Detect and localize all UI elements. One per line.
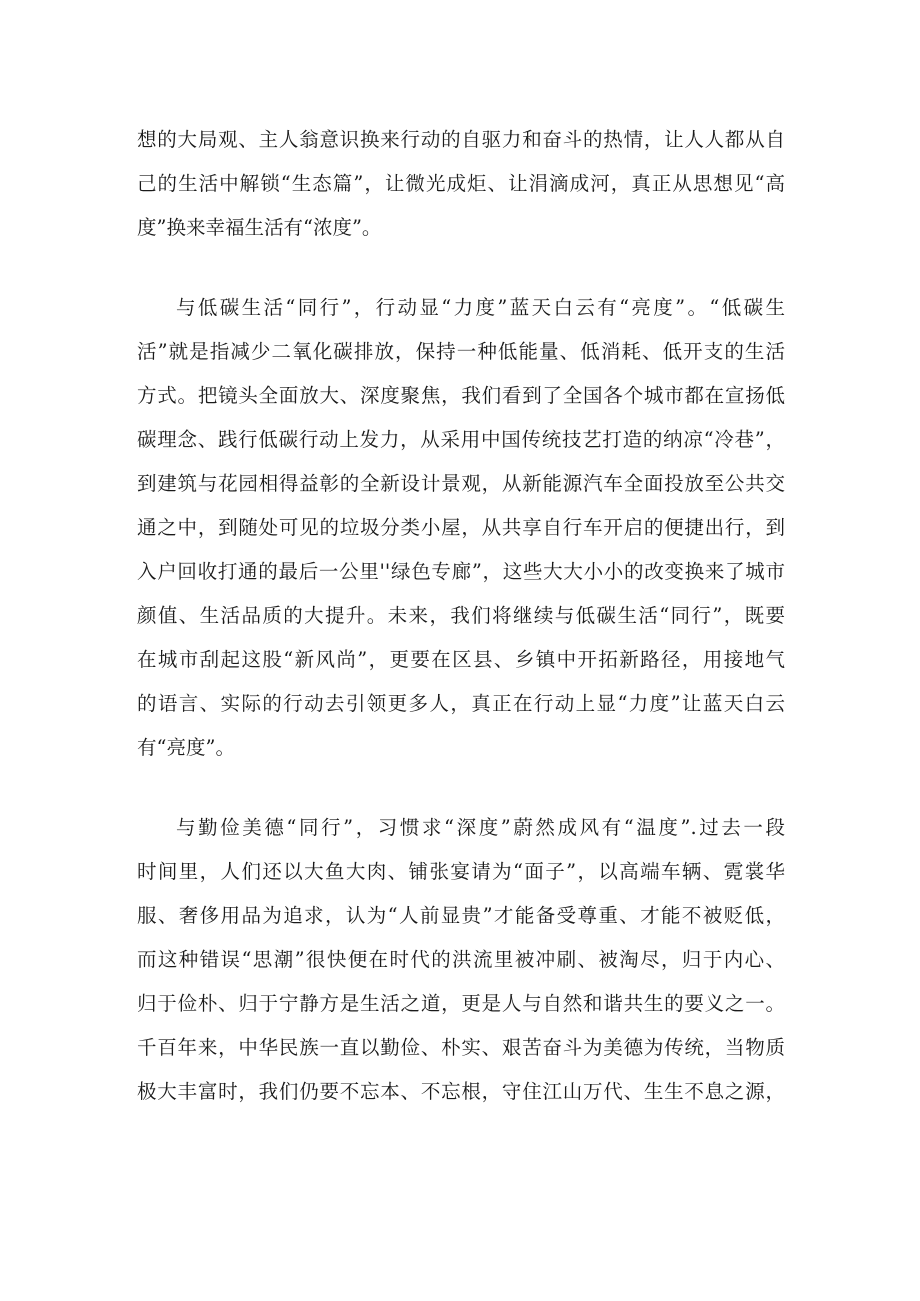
text-line: 到建筑与花园相得益彰的全新设计景观，从新能源汽车全面投放至公共交	[137, 472, 785, 495]
text-line: 千百年来，中华民族一直以勤俭、朴实、艰苦奋斗为美德为传统，当物质	[137, 1036, 785, 1059]
text-line: 入户回收打通的最后一公里''绿色专廊”，这些大大小小的改变换来了城市	[137, 560, 785, 583]
text-line: 服、奢侈用品为追求，认为“人前显贵”才能备受尊重、才能不被贬低，	[137, 904, 785, 927]
text-line: 度”换来幸福生活有“浓度”。	[137, 216, 382, 239]
text-line: 极大丰富时，我们仍要不忘本、不忘根，守住江山万代、生生不息之源，	[137, 1080, 785, 1103]
text-line: 通之中，到随处可见的垃圾分类小屋，从共享自行车开启的便捷出行，到	[137, 516, 785, 539]
text-line: 碳理念、践行低碳行动上发力，从采用中国传统技艺打造的纳凉“冷巷”，	[137, 428, 785, 451]
text-line: 时间里，人们还以大鱼大肉、铺张宴请为“面子”，以高端车辆、霓裳华	[137, 860, 785, 883]
text-line: 与低碳生活“同行”，行动显“力度”蓝天白云有“亮度”。“低碳生	[176, 296, 785, 319]
text-line: 与勤俭美德“同行”，习惯求“深度”蔚然成风有“温度”.过去一段	[176, 816, 785, 839]
paragraph-3	[137, 806, 785, 1114]
document-body	[137, 118, 785, 1150]
text-line: 的语言、实际的行动去引领更多人，真正在行动上显“力度”让蓝天白云	[137, 692, 785, 715]
text-line: 颜值、生活品质的大提升。未来，我们将继续与低碳生活“同行”，既要	[137, 604, 785, 627]
text-line: 方式。把镜头全面放大、深度聚焦，我们看到了全国各个城市都在宣扬低	[137, 384, 785, 407]
text-line: 活”就是指减少二氧化碳排放，保持一种低能量、低消耗、低开支的生活	[137, 340, 785, 363]
text-line: 归于俭朴、归于宁静方是生活之道，更是人与自然和谐共生的要义之一。	[137, 992, 785, 1015]
paragraph-2	[137, 286, 785, 770]
text-line: 己的生活中解锁“生态篇”，让微光成炬、让涓滴成河，真正从思想见“高	[137, 172, 785, 195]
text-line: 在城市刮起这股“新风尚”，更要在区县、乡镇中开拓新路径，用接地气	[137, 648, 785, 671]
text-line: 而这种错误“思潮”很快便在时代的洪流里被冲刷、被淘尽，归于内心、	[137, 948, 785, 971]
text-line: 想的大局观、主人翁意识换来行动的自驱力和奋斗的热情，让人人都从自	[137, 128, 785, 151]
text-line: 有“亮度”。	[137, 736, 235, 759]
paragraph-1	[137, 118, 785, 250]
